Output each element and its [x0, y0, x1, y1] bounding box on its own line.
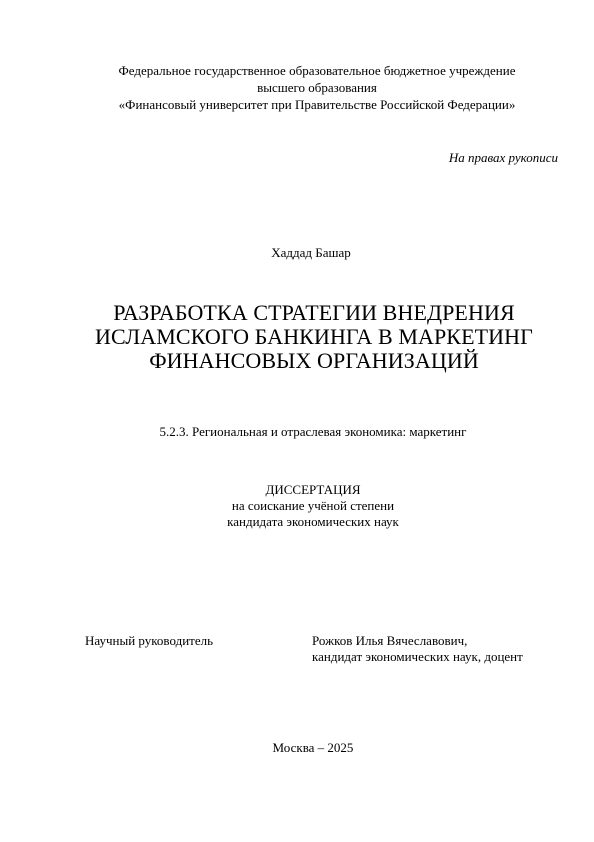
place-and-year: Москва – 2025: [272, 740, 354, 755]
supervisor-degree: кандидат экономических наук, доцент: [312, 649, 523, 664]
title-line-1: РАЗРАБОТКА СТРАТЕГИИ ВНЕДРЕНИЯ: [113, 300, 515, 325]
institution-block: [0, 62, 594, 113]
rights-note: На правах рукописи: [448, 150, 558, 165]
supervisor-block: [312, 633, 523, 665]
degree-purpose-line: на соискание учёной степени: [231, 498, 395, 513]
supervisor-name: Рожков Илья Вячеславович,: [312, 633, 468, 648]
author-name: Хаддад Башар: [271, 245, 351, 260]
specialty-code: 5.2.3. Региональная и отраслевая экономика: маркетинг: [159, 424, 467, 439]
institution-line-3: «Финансовый университет при Правительстве Российской Федерации»: [118, 97, 516, 112]
title-line-2: ИСЛАМСКОГО БАНКИНГА В МАРКЕТИНГ: [95, 324, 533, 349]
dissertation-title: [0, 301, 594, 373]
title-line-3: ФИНАНСОВЫХ ОРГАНИЗАЦИЙ: [149, 348, 479, 373]
dissertation-heading: ДИССЕРТАЦИЯ: [265, 482, 361, 497]
dissertation-block: [0, 482, 594, 530]
degree-name-line: кандидата экономических наук: [227, 514, 399, 529]
institution-line-1: Федеральное государственное образовательное бюджетное учреждение: [118, 63, 516, 78]
supervisor-label: Научный руководитель: [85, 633, 214, 648]
institution-line-2: высшего образования: [257, 80, 377, 95]
